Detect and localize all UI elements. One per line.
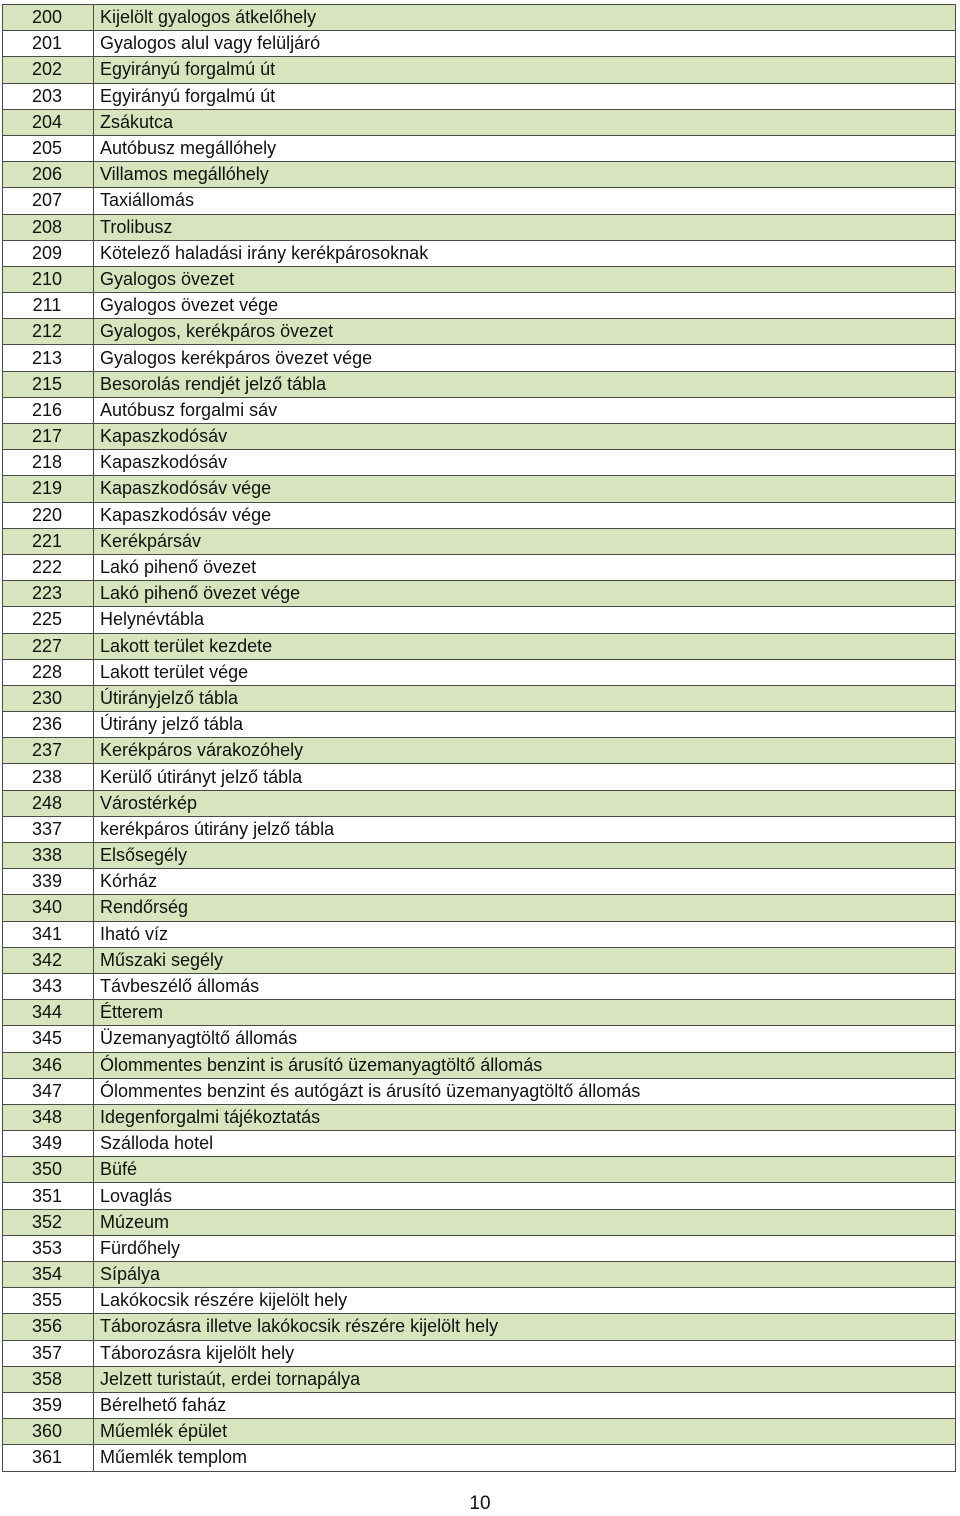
sign-code-cell: 353 [3, 1235, 94, 1261]
sign-name-cell: Bérelhető faház [94, 1392, 956, 1418]
sign-name-cell: Gyalogos övezet [94, 266, 956, 292]
sign-code-cell: 355 [3, 1288, 94, 1314]
sign-code-cell: 211 [3, 293, 94, 319]
sign-name-cell: Trolibusz [94, 214, 956, 240]
table-row [3, 240, 956, 266]
sign-code-cell: 223 [3, 581, 94, 607]
sign-code-cell: 236 [3, 712, 94, 738]
table-row [3, 1026, 956, 1052]
table-row [3, 162, 956, 188]
table-row [3, 1104, 956, 1130]
table-row [3, 581, 956, 607]
sign-name-cell: Kapaszkodósáv [94, 450, 956, 476]
table-row [3, 764, 956, 790]
sign-code-cell: 350 [3, 1157, 94, 1183]
table-row [3, 738, 956, 764]
table-row [3, 869, 956, 895]
sign-name-cell: Útirány jelző tábla [94, 712, 956, 738]
sign-code-cell: 225 [3, 607, 94, 633]
table-row [3, 345, 956, 371]
sign-name-cell: Útirányjelző tábla [94, 685, 956, 711]
table-row [3, 554, 956, 580]
sign-code-cell: 348 [3, 1104, 94, 1130]
sign-name-cell: Gyalogos, kerékpáros övezet [94, 319, 956, 345]
table-row [3, 266, 956, 292]
sign-code-cell: 219 [3, 476, 94, 502]
sign-code-cell: 345 [3, 1026, 94, 1052]
sign-code-cell: 352 [3, 1209, 94, 1235]
sign-code-cell: 208 [3, 214, 94, 240]
table-row [3, 1052, 956, 1078]
table-row [3, 1209, 956, 1235]
sign-code-cell: 209 [3, 240, 94, 266]
sign-code-cell: 203 [3, 83, 94, 109]
sign-code-cell: 361 [3, 1445, 94, 1471]
sign-code-cell: 210 [3, 266, 94, 292]
sign-code-cell: 221 [3, 528, 94, 554]
table-row [3, 1183, 956, 1209]
sign-name-cell: Múzeum [94, 1209, 956, 1235]
sign-name-cell: Táborozásra kijelölt hely [94, 1340, 956, 1366]
table-row [3, 188, 956, 214]
sign-name-cell: Kerékpársáv [94, 528, 956, 554]
sign-code-cell: 212 [3, 319, 94, 345]
sign-name-cell: Zsákutca [94, 109, 956, 135]
page-number: 10 [469, 1493, 491, 1514]
sign-name-cell: Egyirányú forgalmú út [94, 57, 956, 83]
sign-name-cell: Ólommentes benzint és autógázt is árusító üzemanyagtöltő állomás [94, 1078, 956, 1104]
sign-code-cell: 205 [3, 135, 94, 161]
table-row [3, 528, 956, 554]
table-row [3, 843, 956, 869]
sign-code-cell: 215 [3, 371, 94, 397]
sign-name-cell: Gyalogos övezet vége [94, 293, 956, 319]
sign-name-cell: Iható víz [94, 921, 956, 947]
sign-code-cell: 357 [3, 1340, 94, 1366]
table-row [3, 790, 956, 816]
table-row [3, 476, 956, 502]
sign-code-cell: 216 [3, 397, 94, 423]
sign-name-cell: Kapaszkodósáv vége [94, 502, 956, 528]
sign-code-cell: 359 [3, 1392, 94, 1418]
sign-name-cell: Ólommentes benzint is árusító üzemanyagtöltő állomás [94, 1052, 956, 1078]
sign-code-cell: 228 [3, 659, 94, 685]
table-row [3, 1262, 956, 1288]
sign-name-cell: Távbeszélő állomás [94, 973, 956, 999]
sign-code-cell: 207 [3, 188, 94, 214]
sign-name-cell: Sípálya [94, 1262, 956, 1288]
sign-name-cell: Besorolás rendjét jelző tábla [94, 371, 956, 397]
table-row [3, 816, 956, 842]
table-row [3, 1419, 956, 1445]
table-row [3, 633, 956, 659]
table-row [3, 712, 956, 738]
sign-code-cell: 360 [3, 1419, 94, 1445]
sign-name-cell: Műszaki segély [94, 947, 956, 973]
sign-name-cell: Rendőrség [94, 895, 956, 921]
sign-code-cell: 222 [3, 554, 94, 580]
sign-name-cell: Jelzett turistaút, erdei tornapálya [94, 1366, 956, 1392]
sign-name-cell: Gyalogos kerékpáros övezet vége [94, 345, 956, 371]
sign-name-cell: Villamos megállóhely [94, 162, 956, 188]
sign-name-cell: Taxiállomás [94, 188, 956, 214]
sign-name-cell: Táborozásra illetve lakókocsik részére kijelölt hely [94, 1314, 956, 1340]
sign-name-cell: Lakókocsik részére kijelölt hely [94, 1288, 956, 1314]
table-row [3, 895, 956, 921]
table-row [3, 659, 956, 685]
sign-code-cell: 340 [3, 895, 94, 921]
table-row [3, 1366, 956, 1392]
sign-code-cell: 218 [3, 450, 94, 476]
table-row [3, 450, 956, 476]
table-row [3, 1000, 956, 1026]
table-row [3, 424, 956, 450]
sign-name-cell: Kapaszkodósáv [94, 424, 956, 450]
sign-name-cell: Autóbusz megállóhely [94, 135, 956, 161]
table-row [3, 685, 956, 711]
table-row [3, 135, 956, 161]
table-row [3, 1314, 956, 1340]
table-row [3, 947, 956, 973]
sign-code-cell: 220 [3, 502, 94, 528]
sign-code-cell: 237 [3, 738, 94, 764]
sign-code-cell: 204 [3, 109, 94, 135]
sign-code-cell: 201 [3, 31, 94, 57]
sign-name-cell: Étterem [94, 1000, 956, 1026]
sign-name-cell: Műemlék épület [94, 1419, 956, 1445]
table-row [3, 1340, 956, 1366]
sign-code-cell: 213 [3, 345, 94, 371]
sign-code-cell: 202 [3, 57, 94, 83]
sign-name-cell: Elsősegély [94, 843, 956, 869]
sign-name-cell: Kötelező haladási irány kerékpárosoknak [94, 240, 956, 266]
sign-name-cell: Kapaszkodósáv vége [94, 476, 956, 502]
sign-name-cell: Büfé [94, 1157, 956, 1183]
table-row [3, 1235, 956, 1261]
table-row [3, 31, 956, 57]
sign-code-cell: 206 [3, 162, 94, 188]
sign-name-cell: Szálloda hotel [94, 1131, 956, 1157]
sign-code-cell: 227 [3, 633, 94, 659]
table-row [3, 319, 956, 345]
sign-code-cell: 356 [3, 1314, 94, 1340]
sign-name-cell: Kijelölt gyalogos átkelőhely [94, 5, 956, 31]
table-row [3, 5, 956, 31]
table-row [3, 502, 956, 528]
sign-name-cell: Helynévtábla [94, 607, 956, 633]
sign-name-cell: Lakó pihenő övezet [94, 554, 956, 580]
sign-name-cell: Kórház [94, 869, 956, 895]
sign-name-cell: Idegenforgalmi tájékoztatás [94, 1104, 956, 1130]
sign-name-cell: Fürdőhely [94, 1235, 956, 1261]
sign-name-cell: Üzemanyagtöltő állomás [94, 1026, 956, 1052]
table-row [3, 1078, 956, 1104]
sign-code-cell: 351 [3, 1183, 94, 1209]
table-row [3, 921, 956, 947]
sign-code-cell: 338 [3, 843, 94, 869]
table-row [3, 1288, 956, 1314]
table-row [3, 607, 956, 633]
sign-name-cell: Várostérkép [94, 790, 956, 816]
table-row [3, 371, 956, 397]
sign-name-cell: Gyalogos alul vagy felüljáró [94, 31, 956, 57]
table-row [3, 1131, 956, 1157]
sign-name-cell: Műemlék templom [94, 1445, 956, 1471]
sign-name-cell: Lakott terület kezdete [94, 633, 956, 659]
sign-code-cell: 354 [3, 1262, 94, 1288]
table-row [3, 83, 956, 109]
sign-code-cell: 344 [3, 1000, 94, 1026]
sign-name-cell: Autóbusz forgalmi sáv [94, 397, 956, 423]
sign-code-cell: 337 [3, 816, 94, 842]
sign-name-cell: Kerékpáros várakozóhely [94, 738, 956, 764]
table-row [3, 293, 956, 319]
sign-code-cell: 217 [3, 424, 94, 450]
sign-name-cell: Kerülő útirányt jelző tábla [94, 764, 956, 790]
sign-code-cell: 248 [3, 790, 94, 816]
table-row [3, 109, 956, 135]
table-row [3, 1445, 956, 1471]
table-row [3, 1392, 956, 1418]
table-row [3, 973, 956, 999]
sign-code-cell: 339 [3, 869, 94, 895]
sign-code-cell: 358 [3, 1366, 94, 1392]
sign-code-cell: 342 [3, 947, 94, 973]
table-row [3, 57, 956, 83]
sign-code-cell: 349 [3, 1131, 94, 1157]
sign-code-cell: 238 [3, 764, 94, 790]
sign-code-cell: 347 [3, 1078, 94, 1104]
sign-code-cell: 230 [3, 685, 94, 711]
sign-code-cell: 341 [3, 921, 94, 947]
sign-name-cell: kerékpáros útirány jelző tábla [94, 816, 956, 842]
sign-code-table [2, 4, 956, 1472]
sign-name-cell: Lovaglás [94, 1183, 956, 1209]
sign-name-cell: Egyirányú forgalmú út [94, 83, 956, 109]
sign-code-cell: 343 [3, 973, 94, 999]
sign-name-cell: Lakó pihenő övezet vége [94, 581, 956, 607]
sign-code-cell: 200 [3, 5, 94, 31]
sign-code-cell: 346 [3, 1052, 94, 1078]
table-row [3, 1157, 956, 1183]
sign-name-cell: Lakott terület vége [94, 659, 956, 685]
table-row [3, 397, 956, 423]
table-row [3, 214, 956, 240]
sign-code-table-body [3, 5, 956, 1472]
